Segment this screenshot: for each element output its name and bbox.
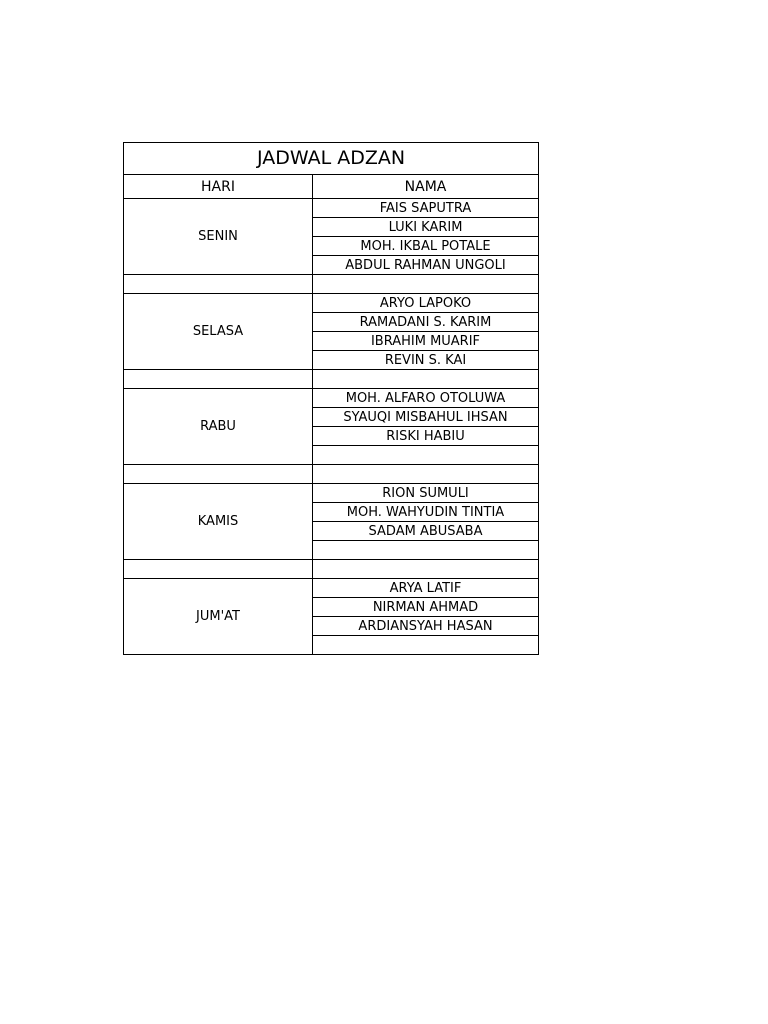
name-cell: ARYA LATIF (313, 579, 539, 598)
table-row (124, 294, 539, 313)
name-cell: ARYO LAPOKO (313, 294, 539, 313)
name-cell: IBRAHIM MUARIF (313, 332, 539, 351)
name-cell: MOH. ALFARO OTOLUWA (313, 389, 539, 408)
empty-cell (313, 370, 539, 389)
name-cell (313, 636, 539, 655)
empty-cell (124, 370, 313, 389)
header-nama: NAMA (313, 175, 539, 199)
header-row (124, 175, 539, 199)
name-cell: ABDUL RAHMAN UNGOLI (313, 256, 539, 275)
name-cell: SYAUQI MISBAHUL IHSAN (313, 408, 539, 427)
name-cell: RISKI HABIU (313, 427, 539, 446)
empty-cell (124, 560, 313, 579)
name-cell: SADAM ABUSABA (313, 522, 539, 541)
day-cell: JUM'AT (124, 579, 313, 655)
name-cell: MOH. IKBAL POTALE (313, 237, 539, 256)
empty-cell (313, 560, 539, 579)
name-cell: FAIS SAPUTRA (313, 199, 539, 218)
name-cell: MOH. WAHYUDIN TINTIA (313, 503, 539, 522)
empty-cell (124, 275, 313, 294)
name-cell: ARDIANSYAH HASAN (313, 617, 539, 636)
spacer-row (124, 370, 539, 389)
name-cell: NIRMAN AHMAD (313, 598, 539, 617)
day-cell: SENIN (124, 199, 313, 275)
name-cell: REVIN S. KAI (313, 351, 539, 370)
spacer-row (124, 465, 539, 484)
table-row (124, 389, 539, 408)
table-row (124, 484, 539, 503)
name-cell (313, 541, 539, 560)
empty-cell (124, 465, 313, 484)
schedule-sheet (123, 142, 539, 640)
day-cell: RABU (124, 389, 313, 465)
name-cell: RION SUMULI (313, 484, 539, 503)
empty-cell (313, 275, 539, 294)
day-cell: KAMIS (124, 484, 313, 560)
spacer-row (124, 560, 539, 579)
header-hari: HARI (124, 175, 313, 199)
name-cell: RAMADANI S. KARIM (313, 313, 539, 332)
name-cell: LUKI KARIM (313, 218, 539, 237)
title-row (124, 143, 539, 175)
empty-cell (313, 465, 539, 484)
schedule-table (123, 142, 539, 655)
spacer-row (124, 275, 539, 294)
day-cell: SELASA (124, 294, 313, 370)
name-cell (313, 446, 539, 465)
table-title: JADWAL ADZAN (124, 143, 539, 175)
table-row (124, 579, 539, 598)
table-row (124, 199, 539, 218)
